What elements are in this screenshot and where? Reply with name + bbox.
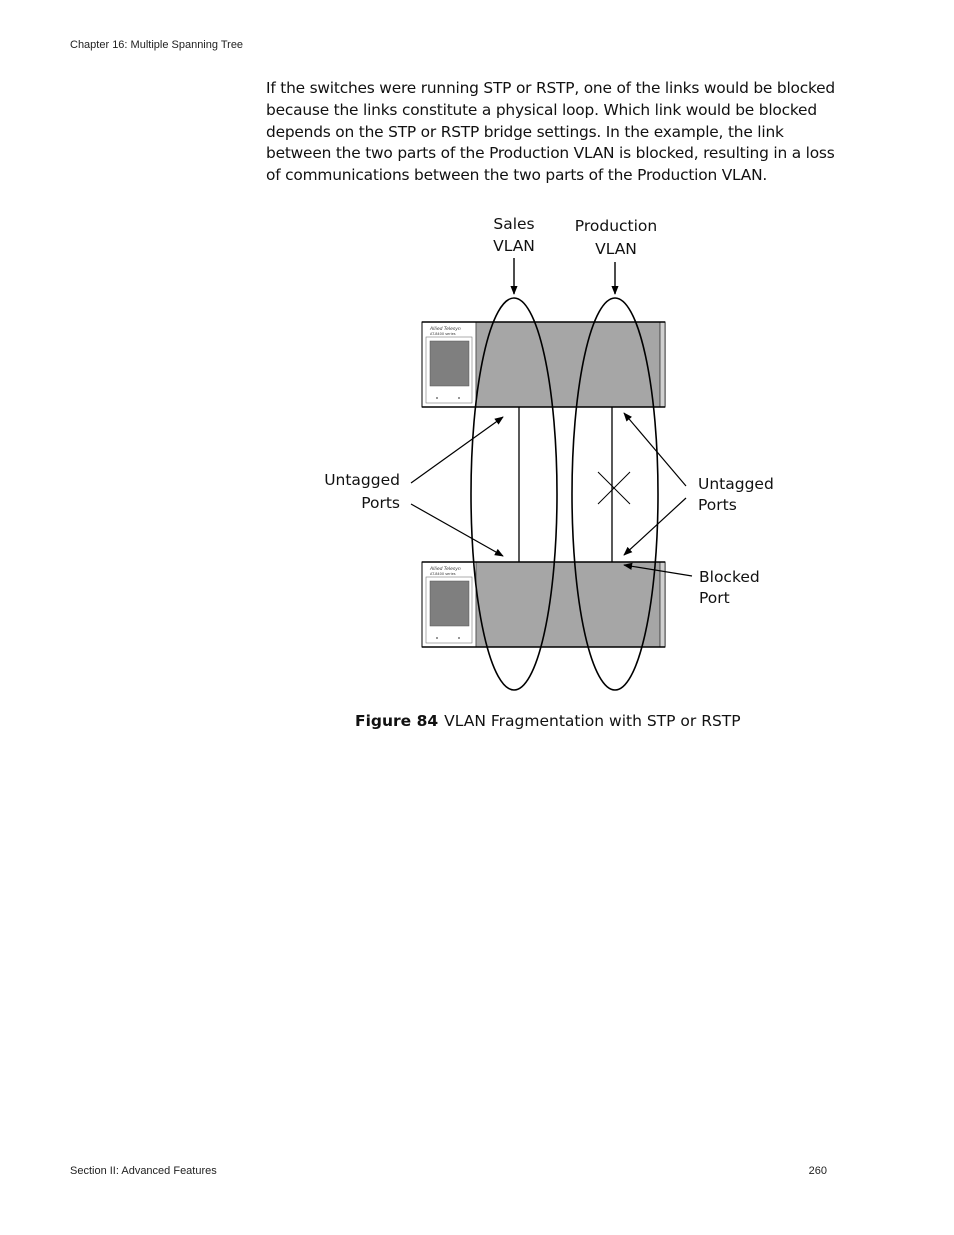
figure-title: VLAN Fragmentation with STP or RSTP [444, 712, 741, 730]
blocked-port-label-line1: Blocked [699, 568, 760, 586]
body-paragraph: If the switches were running STP or RSTP, one of the links would be blocked because the links constitute a physical loop. Which link would be blocked depends on the STP or RSTP bridge settings. In the example, the link between the two parts of the Production VLAN is blocked, resulting in a loss of communications between the two parts of the Production VLAN. [266, 79, 836, 185]
blocked-port-label-line2: Port [699, 589, 730, 607]
sales-vlan-label-line2: VLAN [493, 237, 535, 255]
untagged-ports-right-label-line2: Ports [698, 496, 737, 514]
top-switch-model: AT-8400 series [430, 332, 456, 336]
bottom-switch-brand: Allied Telesyn [430, 567, 461, 572]
production-vlan-label-line1: Production [574, 217, 658, 235]
page-number: 260 [808, 1165, 827, 1177]
untagged-ports-left-label-line2: Ports [361, 494, 400, 512]
bottom-switch-model: AT-8400 series [430, 572, 456, 576]
untagged-right-arrow-bottom [624, 498, 686, 555]
untagged-ports-right-label-line1: Untagged [698, 475, 774, 493]
top-switch-brand: Allied Telesyn [430, 327, 461, 332]
chapter-header: Chapter 16: Multiple Spanning Tree [70, 39, 244, 51]
untagged-left-arrow-top [411, 417, 503, 483]
sales-vlan-label-line1: Sales [493, 215, 535, 233]
top-switch [422, 322, 665, 407]
untagged-ports-left-label-line1: Untagged [324, 471, 400, 489]
production-vlan-label-line2: VLAN [595, 240, 637, 258]
blocked-link-x-icon [598, 472, 630, 504]
figure-caption [355, 712, 741, 730]
figure-number: Figure 84 [355, 712, 439, 730]
untagged-left-arrow-bottom [411, 504, 503, 556]
footer-section: Section II: Advanced Features [70, 1165, 217, 1177]
